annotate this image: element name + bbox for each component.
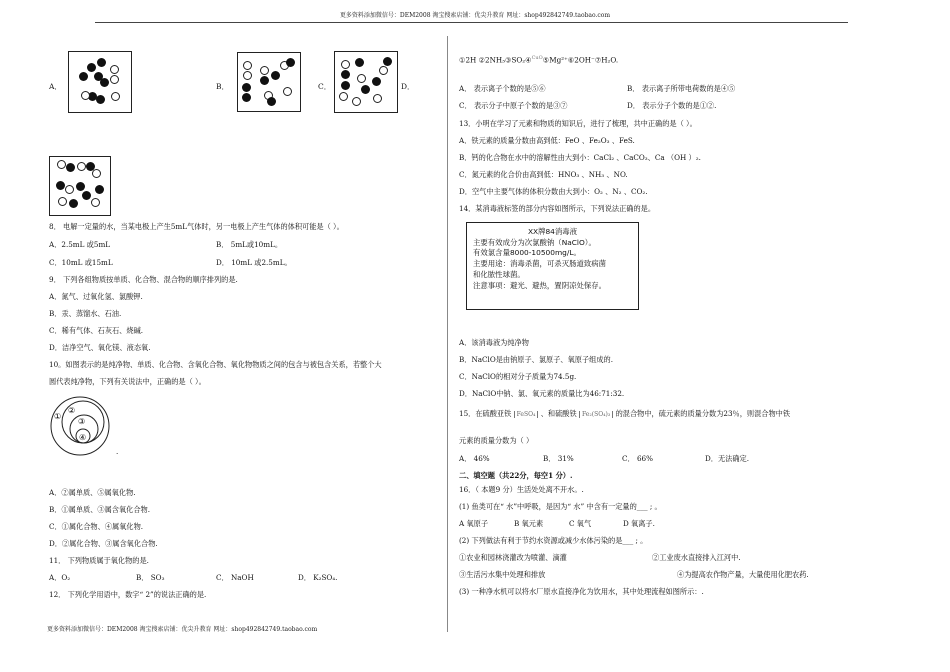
disinfectant-label-line5: 注意事项：避光、避热，置阴凉处保存。 [473,280,607,290]
particle-diagram-a [68,51,132,113]
question-11: 11． 下列物质属于氧化物的是. [49,556,149,565]
q15-text-start: 15．在硫酸亚铁 [459,409,512,418]
particle-light [341,60,350,69]
particle-light [243,61,252,70]
q10-option-c: C．①属化合物、④属氧化物. [49,522,144,531]
q16-2-option-2: ②工业废水直接排入江河中. [652,553,741,562]
diagram-label-a: A． [49,82,62,91]
particle-light [379,66,388,75]
q15-option-a: A． 46% [459,454,490,463]
q15-text-mid: 、和硫酸铁 [540,409,577,418]
particle-dark [372,77,381,86]
q11-option-c: C． NaOH [216,573,254,582]
question-12: 12． 下列化学用语中，数字“ 2”的说法正确的是. [49,590,207,599]
formula-ferric-sulfate: Fe₂(SO₄)₃ [579,411,613,418]
disinfectant-label-line4: 和化脓性球菌。 [473,269,525,279]
particle-light [283,87,292,96]
q11-option-b: B． SO₃ [136,573,165,582]
q9-option-d: D．洁净空气、氧化镁、液态氧. [49,343,151,352]
q14-option-a: A．该消毒液为纯净物 [459,338,529,347]
particle-light [111,92,120,101]
q10-option-d: D．②属化合物、③属含氧化合物. [49,539,158,548]
particle-dark [341,81,350,90]
q12-option-a: A． 表示离子个数的是⑤⑥ [459,84,546,93]
q11-option-a: A．O₂ [49,573,71,582]
page-header: 更多资料添加微信号：DEM2008 淘宝搜索店铺：优尖升教育 网址：shop492842749.taobao.com [339,12,611,19]
q16-part-2: (2) 下列做法有利于节约水资源或减少水体污染的是___ ; 。 [459,536,648,545]
q16-1-option-d: D 氧离子. [623,519,655,528]
q11-option-d: D． K₂SO₄. [298,573,338,582]
particle-dark [96,95,105,104]
particle-dark [355,58,364,67]
particle-light [260,66,269,75]
header-rule [95,22,848,23]
column-divider [447,36,448,632]
q12-option-c: C． 表示分子中原子个数的是③⑦ [459,101,568,110]
question-15-line1 [459,410,790,419]
particle-diagram-b [237,52,301,112]
venn-label-4: ④ [79,433,87,442]
question-10-line1: 10。如图表示的是纯净物、单质、化合物、含氧化合物、氧化物物质之间的包含与被包含关系，若整个大 [49,360,382,369]
disinfectant-label-title: XX牌84消毒液 [527,227,578,236]
q9-option-c: C．稀有气体、石灰石、烧碱. [49,326,144,335]
q15-option-c: C． 66% [622,454,653,463]
q13-option-c: C．氮元素的化合价由高到低：HNO₃ 、NH₃ 、NO. [459,170,628,179]
q9-option-b: B．汞、蒸馏水、石油. [49,309,122,318]
particle-dark [87,63,96,72]
particle-light [357,74,366,83]
q8-option-d: D． 10mL 或2.5mL。 [216,258,292,267]
question-14: 14．某消毒液标签的部分内容如图所示，下列说法正确的是。 [459,204,656,213]
q15-text-end: 的混合物中，硫元素的质量分数为23％，则混合物中铁 [615,409,791,418]
particle-light [57,160,66,169]
particle-diagram-d [49,156,111,216]
section-2-heading: 二、填空题（共22分，每空1 分）. [459,471,573,480]
venn-mark: . [116,447,119,456]
q13-option-b: B．钙的化合物在水中的溶解性由大到小：CaCl₂ 、CaCO₃、Ca （OH ）₂. [459,153,701,162]
q16-part-3: (3) 一种净水机可以将水厂原水直接净化为饮用水，其中处理流程如图所示：. [459,587,704,596]
q14-option-c: C．NaClO的相对分子质量为74.5g. [459,372,577,381]
formula-list-start: ①2H ②2NH₃③SO₂④ [459,55,532,65]
q9-option-a: A．氮气、过氧化氢、氯酸钾. [49,292,143,301]
particle-dark [56,181,65,190]
particle-light [110,75,119,84]
particle-dark [383,57,392,66]
particle-light [339,92,348,101]
q16-1-option-a: A 氧原子 [459,519,489,528]
particle-dark [242,83,251,92]
question-8: 8． 电解一定量的水，当某电极上产生5mL气体时，另一电极上产生气体的体积可能是（ ）。 [49,222,344,231]
venn-circle-outer [51,397,109,455]
diagram-label-d: D． [401,82,415,91]
q16-part-1: (1) 鱼类可在“ 水”中呼吸，是因为“ 水” 中含有一定量的___ ; 。 [459,502,662,511]
q8-option-a: A．2.5mL 或5mL [49,240,111,249]
q15-option-b: B． 31% [543,454,574,463]
q16-1-option-b: B 氧元素 [514,519,544,528]
particle-dark [361,85,370,94]
particle-dark [69,199,78,208]
particle-light [91,198,100,207]
particle-light [77,162,86,171]
particle-light [92,169,101,178]
particle-diagram-c [334,51,398,113]
q16-2-option-1: ①农业和园林浇灌改为喷灌、滴灌 [459,553,567,562]
particle-dark [76,182,85,191]
q14-option-d: D．NaClO中钠、氯、氧元素的质量比为46:71:32. [459,389,625,398]
particle-light [65,185,74,194]
formula-list [459,55,618,65]
particle-light [373,94,382,103]
particle-dark [79,72,88,81]
q15-option-d: D．无法确定. [705,454,749,463]
q13-option-a: A．铁元素的质量分数由高到低：FeO 、Fe₂O₃ 、FeS. [459,136,635,145]
particle-dark [260,76,269,85]
q10-option-b: B．①属单质、③属含氧化合物. [49,505,151,514]
disinfectant-label-line1: 主要有效成分为次氯酸钠（NaClO）。 [473,237,596,247]
disinfectant-label-line3: 主要用途：消毒杀菌，可杀灭肠道致病菌 [473,259,607,269]
q12-option-b: B． 表示离子所带电荷数的是④⑤ [627,84,736,93]
particle-dark [341,70,350,79]
venn-label-3: ③ [78,417,86,426]
formula-list-end: ⑤Mg²⁺⑥2OH⁻⑦H₂O. [542,55,619,65]
q10-option-a: A．②属单质、⑤属氧化物. [49,488,136,497]
particle-light [110,65,119,74]
particle-light [58,197,67,206]
question-9: 9． 下列各组物质按单质、化合物、混合物的顺序排列的是. [49,275,238,284]
disinfectant-label [466,222,639,310]
question-15-line2: 元素的质量分数为（ ） [459,436,534,445]
q16-2-option-4: ④为提高农作物产量，大量使用化肥农药. [677,570,809,579]
particle-dark [286,58,295,67]
q12-option-d: D． 表示分子个数的是①②. [627,101,717,110]
question-13: 13．小明在学习了元素和物质的知识后，进行了梳理，共中正确的是（ ）。 [459,119,697,128]
venn-diagram [46,395,119,459]
formula-ferrous-sulfate: FeSO₄ [514,411,539,418]
particle-dark [271,71,280,80]
particle-dark [242,93,251,102]
particle-dark [95,185,104,194]
venn-label-1: ① [54,412,62,421]
venn-label-2: ② [68,406,76,415]
page-footer: 更多资料添加微信号：DEM2008 淘宝搜索店铺：优尖升教育 网址：shop492842749.taobao.com [47,626,318,633]
disinfectant-label-line2: 有效氯含量8000-10500mg/L。 [473,248,581,258]
q8-option-b: B． 5mL或10mL。 [216,240,283,249]
particle-dark [66,163,75,172]
particle-dark [82,191,91,200]
q16-2-option-3: ③生活污水集中处理和排放 [459,570,546,579]
q16-1-option-c: C 氧气 [569,519,592,528]
particle-dark [100,78,109,87]
question-16: 16．（ 本题9 分）生活处处离不开水。. [459,485,584,494]
q8-option-c: C．10mL 或15mL [49,258,113,267]
q14-option-b: B．NaClO是由钠原子、氯原子、氧原子组成的. [459,355,614,364]
particle-dark [97,58,106,67]
q13-option-d: D．空气中主要气体的体积分数由大到小：O₂ 、N₂ 、CO₂. [459,187,648,196]
particle-light [352,97,361,106]
diagram-label-b: B． [216,82,230,91]
question-10-line2: 圆代表纯净物，下列有关说法中，正确的是（ ）。 [49,377,206,386]
particle-light [81,91,90,100]
particle-light [243,71,252,80]
diagram-label-c: C． [318,82,332,91]
particle-dark [267,97,276,106]
formula-cuo: CuO [531,55,543,61]
